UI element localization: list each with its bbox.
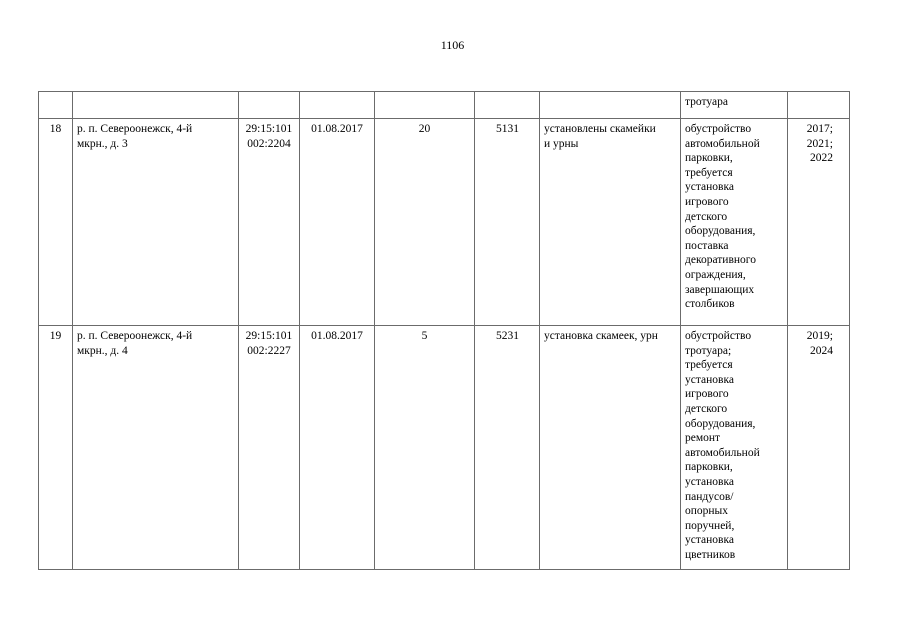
needed-line: игрового [685,195,729,208]
table-row-continuation [39,92,850,119]
cell-needed: тротуара [681,92,788,119]
needed-line: детского [685,402,728,415]
cell-cadastral [239,326,300,570]
years-line: 2017; [806,123,833,135]
needed-line: столбиков [685,298,735,311]
done-line: и урны [544,137,579,150]
cell-area: 5131 [475,119,540,326]
years-line: 2024 [810,344,833,357]
needed-line: оборудования, [685,417,756,430]
needed-line: детского [685,210,728,223]
cell-address [73,326,239,570]
address-line: р. п. Североонежск, 4-й [77,123,193,135]
cell-qty [375,92,475,119]
needed-line: автомобильной [685,446,760,459]
cell-date: 01.08.2017 [300,326,375,570]
cell-qty: 20 [375,119,475,326]
needed-line: обустройство [685,123,752,135]
cadastral-line: 002:2204 [247,137,291,150]
cell-date: 01.08.2017 [300,119,375,326]
years-line: 2021; [806,137,833,150]
cell-cadastral [239,119,300,326]
needed-line: декоративного [685,254,756,267]
needed-line: завершающих [685,283,755,296]
cell-area [475,92,540,119]
cell-years [788,326,850,570]
cell-years [788,119,850,326]
cell-done [540,92,681,119]
cell-done [540,326,681,570]
needed-line: парковки, [685,152,733,165]
address-line: мкрн., д. 4 [77,344,128,357]
needed-line: поручней, [685,519,735,532]
cell-years [788,92,850,119]
needed-line: установка [685,475,734,488]
needed-line: поставка [685,239,729,252]
cell-needed [681,119,788,326]
cell-num: 19 [39,326,73,570]
needed-line: установка [685,181,734,194]
years-line: 2022 [810,152,833,165]
done-line: установлены скамейки [544,123,656,135]
needed-line: парковки, [685,461,733,474]
years-line: 2019; [806,330,833,342]
needed-line: опорных [685,505,729,518]
cell-num: 18 [39,119,73,326]
needed-line: автомобильной [685,137,760,150]
cadastral-line: 29:15:101 [245,330,293,342]
needed-line: требуется [685,359,733,372]
cell-address [73,119,239,326]
needed-line: игрового [685,388,729,401]
needed-line: установка [685,534,734,547]
cell-cadastral [239,92,300,119]
done-line: установка скамеек, урн [544,330,658,342]
table-row [39,119,850,326]
cell-date [300,92,375,119]
courtyard-registry-table [38,91,850,570]
cadastral-line: 29:15:101 [245,123,293,135]
cell-area: 5231 [475,326,540,570]
needed-line: обустройство [685,330,752,342]
table-row [39,326,850,570]
cell-qty: 5 [375,326,475,570]
page-number: 1106 [440,38,465,52]
cell-done [540,119,681,326]
cell-needed [681,326,788,570]
cadastral-line: 002:2227 [247,344,291,357]
address-line: р. п. Североонежск, 4-й [77,330,193,342]
needed-line: тротуара; [685,344,732,357]
needed-line: цветников [685,548,736,561]
needed-line: установка [685,373,734,386]
needed-line: оборудования, [685,225,756,238]
cell-address [73,92,239,119]
needed-line: ремонт [685,432,721,445]
cell-num [39,92,73,119]
needed-line: требуется [685,166,733,179]
needed-line: пандусов/ [685,490,734,503]
needed-line: ограждения, [685,268,746,281]
address-line: мкрн., д. 3 [77,137,128,150]
